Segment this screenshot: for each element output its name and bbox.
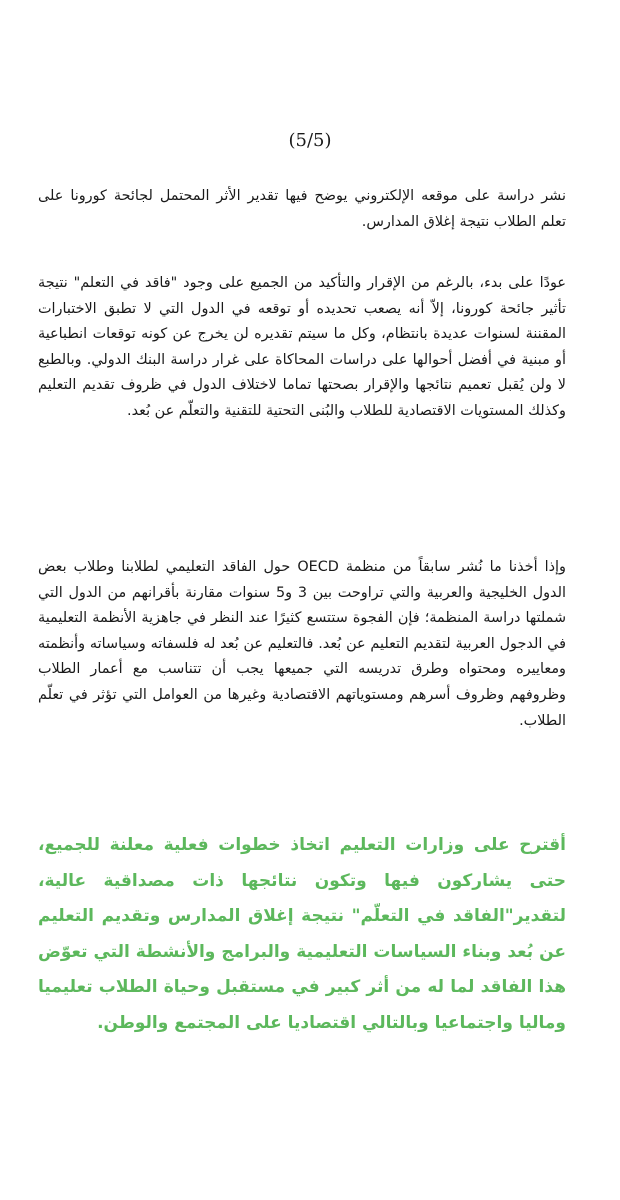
paragraph-learning-loss: عودًا على بدء، بالرغم من الإقرار والتأكيد من الجميع على وجود "فاقد في التعلم" نتيجة تأثير جائحة كورونا، إلاّ أنه يصعب تحديده أو توقعه في الدول التي لا تطبق الاختبارات المقننة لسنوات عديدة بانتظام، وكل ما سيتم تقديره لن يخرج عن كونه توقعات انطباعية أو مبنية في أفضل أحوالها على دراسات المحاكاة على غرار دراسة البنك الدولي. وبالطبع لا ولن يُقبل تعميم نتائجها والإقرار بصحتها تماما لاختلاف الدول في ظروف تقديم التعليم وكذلك المستويات الاقتصادية للطلاب والبُنى التحتية للتقنية والتعلّم عن بُعد. xyxy=(38,275,566,419)
page-number: (5/5) xyxy=(288,130,332,151)
paragraph-study-publication: نشر دراسة على موقعه الإلكتروني يوضح فيها تقدير الأثر المحتمل لجائحة كورونا على تعلم الطلاب نتيجة إغلاق المدارس. xyxy=(38,188,566,230)
paragraph-oecd-gap: وإذا أخذنا ما نُشر سابقاً من منظمة OECD حول الفاقد التعليمي لطلابنا وطلاب بعض الدول الخليجية والعربية والتي تراوحت بين 3 و5 سنوات مقارنة بأقرانهم من الدول التي شملتها دراسة المنظمة؛ فإن الفجوة ستتسع كثيرًا عند النظر في جاهزية الأنظمة التعليمية في الدجول العربية لتقديم التعليم عن بُعد. فالتعليم عن بُعد له فلسفاته وسياساته وأنظمته ومعاييره ومحتواه وطرق تدريسه التي جميعها يجب أن تتناسب مع أعمار الطلاب وظروفهم وظروف أسرهم ومستوياتهم الاقتصادية وغيرها من العوامل التي تؤثر في تعلّم الطلاب. xyxy=(38,559,566,729)
paragraph-recommendation-highlight: أقترح على وزارات التعليم اتخاذ خطوات فعلية معلنة للجميع، حتى يشاركون فيها وتكون نتائجها ذات مصداقية عالية، لتقدير"الفاقد في التعلّم" نتيجة إغلاق المدارس وتقديم التعليم عن بُعد وبناء السياسات التعليمية والبرامج والأنشطة التي تعوّض هذا الفاقد لما له من أثر كبير في مستقبل وحياة الطلاب تعليميا وماليا واجتماعيا وبالتالي اقتصاديا على المجتمع والوطن. xyxy=(38,835,566,1033)
